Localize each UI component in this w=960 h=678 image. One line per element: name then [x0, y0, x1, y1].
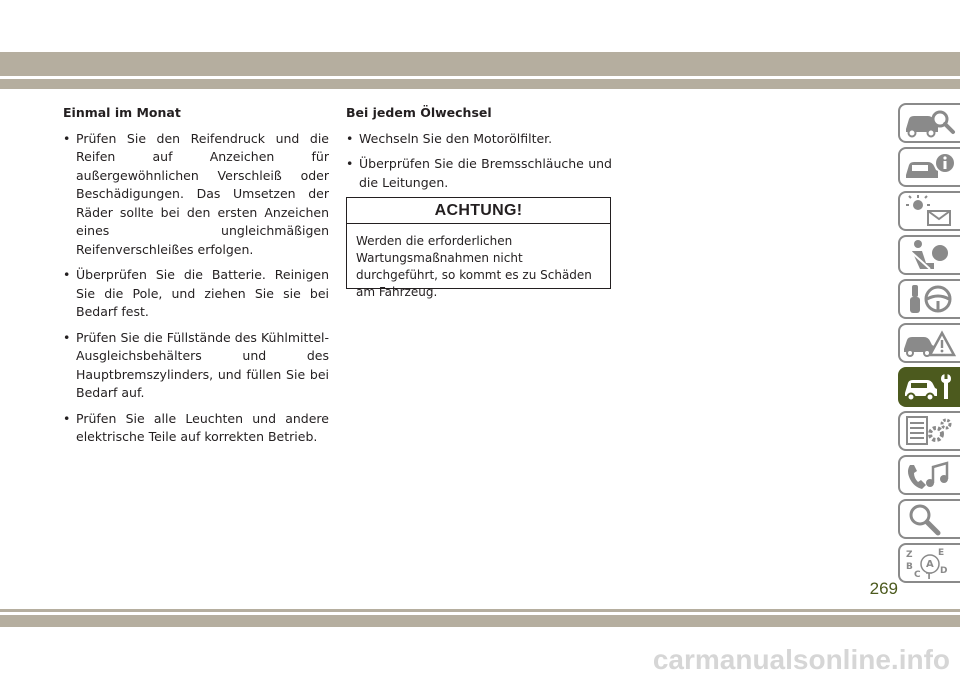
light-message-icon — [900, 193, 960, 229]
car-info-icon — [900, 149, 960, 185]
tab-list-gear[interactable] — [898, 411, 960, 451]
header-band — [0, 52, 960, 89]
section-heading-monthly: Einmal im Monat — [63, 105, 181, 120]
index-letter: T — [926, 572, 933, 581]
tab-index[interactable] — [898, 543, 960, 583]
tab-key-steering[interactable] — [898, 279, 960, 319]
index-letter: D — [940, 566, 948, 576]
warning-box — [346, 197, 611, 299]
car-wrench-icon — [900, 369, 960, 405]
car-warning-icon — [900, 325, 960, 361]
index-letter: B — [906, 562, 913, 572]
phone-music-icon — [900, 457, 960, 493]
car-search-icon — [900, 105, 960, 141]
footer-band-line — [0, 612, 960, 615]
index-letter: A — [926, 559, 934, 570]
tab-car-wrench[interactable] — [898, 367, 960, 407]
watermark: carmanualsonline.info — [652, 644, 950, 675]
index-letter: Z — [906, 550, 913, 560]
list-item: • Prüfen Sie den Reifendruck und die Reifen auf Anzeichen für außergewöhnlichen Verschleiß oder Beschädigungen. Das Umsetzen der Räder sollte bei den ersten Anzeichen eines ungleichmäßigen Reifenverschleißes erfolgen. — [63, 130, 329, 260]
list-item: • Prüfen Sie die Füllstände des Kühlmittel-Ausgleichsbehälters und des Hauptbremszylinders, und füllen Sie bei Bedarf auf. — [63, 329, 329, 403]
list-item: • Überprüfen Sie die Batterie. Reinigen Sie die Pole, und ziehen Sie sie bei Bedarf fest. — [63, 266, 329, 322]
list-item: • Prüfen Sie alle Leuchten und andere elektrische Teile auf korrekten Betrieb. — [63, 410, 329, 447]
monthly-checklist — [63, 130, 329, 447]
right-column — [346, 104, 612, 199]
footer-band — [0, 609, 960, 627]
tab-car-warning[interactable] — [898, 323, 960, 363]
warning-text: Werden die erforderlichen Wartungsmaßnahmen nicht durchgeführt, so kommt es zu Schäden am Fahrzeug. — [356, 234, 592, 299]
list-item: • Wechseln Sie den Motorölfilter. — [346, 130, 612, 149]
oil-change-checklist — [346, 130, 612, 193]
index-letter: E — [938, 548, 945, 558]
key-steering-wheel-icon — [900, 281, 960, 317]
section-heading-oil-change: Bei jedem Ölwechsel — [346, 105, 492, 120]
list-gear-icon — [900, 413, 960, 449]
left-column — [63, 104, 329, 454]
tab-car-search[interactable] — [898, 103, 960, 143]
page-number: 269 — [869, 579, 898, 598]
index-az-icon — [900, 545, 960, 581]
tab-magnifier[interactable] — [898, 499, 960, 539]
chapter-tabs — [898, 103, 960, 587]
list-item: • Überprüfen Sie die Bremsschläuche und die Leitungen. — [346, 155, 612, 192]
index-letter: C — [914, 570, 921, 580]
header-band-line — [0, 76, 960, 79]
tab-light-message[interactable] — [898, 191, 960, 231]
tab-phone-music[interactable] — [898, 455, 960, 495]
magnifier-icon — [900, 501, 960, 537]
seat-airbag-icon — [900, 237, 960, 273]
warning-title: ACHTUNG! — [347, 198, 610, 224]
tab-car-info[interactable] — [898, 147, 960, 187]
tab-seat-airbag[interactable] — [898, 235, 960, 275]
